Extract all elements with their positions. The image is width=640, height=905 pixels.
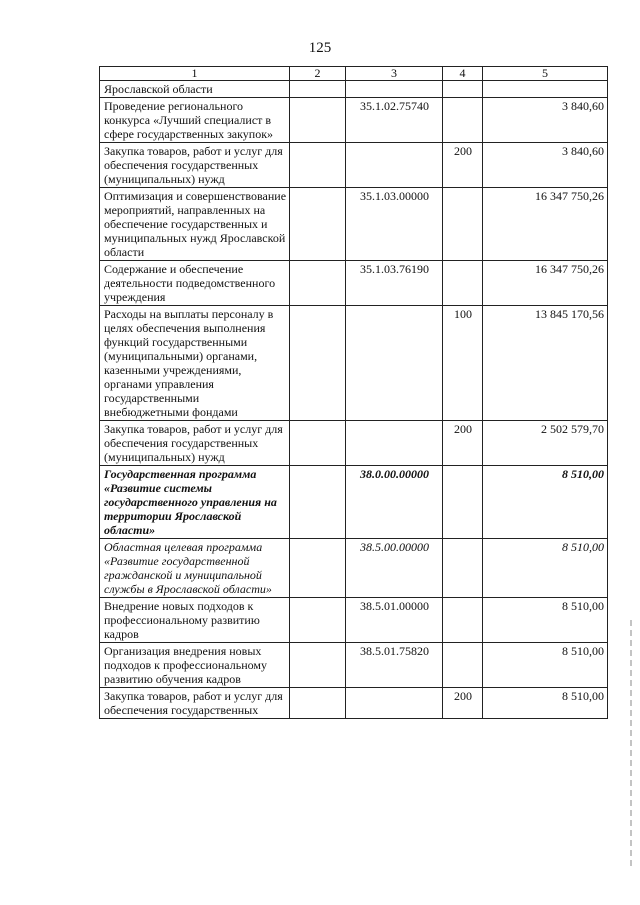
row-amount bbox=[483, 81, 608, 98]
row-description: Государственная программа «Развитие системы государственного управления на территории Ярославской области» bbox=[100, 466, 290, 539]
row-expense-type bbox=[443, 598, 483, 643]
row-col2 bbox=[290, 261, 346, 306]
row-amount: 16 347 750,26 bbox=[483, 188, 608, 261]
row-description: Закупка товаров, работ и услуг для обеспечения государственных bbox=[100, 688, 290, 719]
row-col2 bbox=[290, 421, 346, 466]
row-description: Ярославской области bbox=[100, 81, 290, 98]
row-amount: 8 510,00 bbox=[483, 688, 608, 719]
row-description: Оптимизация и совершенствование мероприятий, направленных на обеспечение государственных и муниципальных нужд Ярославской области bbox=[100, 188, 290, 261]
header-col-3: 3 bbox=[346, 67, 443, 81]
row-col2 bbox=[290, 598, 346, 643]
row-code: 38.0.00.00000 bbox=[346, 466, 443, 539]
row-col2 bbox=[290, 188, 346, 261]
header-col-5: 5 bbox=[483, 67, 608, 81]
row-description: Организация внедрения новых подходов к профессиональному развитию обучения кадров bbox=[100, 643, 290, 688]
table-header-row bbox=[100, 67, 608, 81]
page-number: 125 bbox=[308, 40, 332, 56]
row-code bbox=[346, 421, 443, 466]
table-row bbox=[100, 421, 608, 466]
row-code bbox=[346, 81, 443, 98]
row-amount: 3 840,60 bbox=[483, 143, 608, 188]
table-row bbox=[100, 81, 608, 98]
row-expense-type bbox=[443, 466, 483, 539]
header-col-2: 2 bbox=[290, 67, 346, 81]
row-expense-type: 200 bbox=[443, 688, 483, 719]
row-code: 38.5.01.75820 bbox=[346, 643, 443, 688]
row-code: 38.5.01.00000 bbox=[346, 598, 443, 643]
row-amount: 8 510,00 bbox=[483, 539, 608, 598]
row-code bbox=[346, 143, 443, 188]
row-code bbox=[346, 306, 443, 421]
scan-edge-mark bbox=[630, 620, 632, 870]
row-description: Внедрение новых подходов к профессиональному развитию кадров bbox=[100, 598, 290, 643]
row-amount: 8 510,00 bbox=[483, 598, 608, 643]
header-col-4: 4 bbox=[443, 67, 483, 81]
row-expense-type: 100 bbox=[443, 306, 483, 421]
row-code bbox=[346, 688, 443, 719]
table-row bbox=[100, 688, 608, 719]
row-col2 bbox=[290, 539, 346, 598]
row-expense-type bbox=[443, 643, 483, 688]
row-col2 bbox=[290, 143, 346, 188]
row-col2 bbox=[290, 306, 346, 421]
row-expense-type bbox=[443, 188, 483, 261]
table-row bbox=[100, 188, 608, 261]
row-expense-type bbox=[443, 539, 483, 598]
row-expense-type: 200 bbox=[443, 421, 483, 466]
row-col2 bbox=[290, 688, 346, 719]
row-col2 bbox=[290, 98, 346, 143]
row-expense-type bbox=[443, 98, 483, 143]
row-amount: 8 510,00 bbox=[483, 643, 608, 688]
row-code: 35.1.03.00000 bbox=[346, 188, 443, 261]
row-code: 38.5.00.00000 bbox=[346, 539, 443, 598]
row-amount: 13 845 170,56 bbox=[483, 306, 608, 421]
row-amount: 8 510,00 bbox=[483, 466, 608, 539]
row-description: Содержание и обеспечение деятельности подведомственного учреждения bbox=[100, 261, 290, 306]
row-description: Закупка товаров, работ и услуг для обеспечения государственных (муниципальных) нужд bbox=[100, 421, 290, 466]
table-row bbox=[100, 261, 608, 306]
row-col2 bbox=[290, 81, 346, 98]
row-description: Проведение регионального конкурса «Лучший специалист в сфере государственных закупок» bbox=[100, 98, 290, 143]
row-expense-type bbox=[443, 81, 483, 98]
row-code: 35.1.02.75740 bbox=[346, 98, 443, 143]
row-code: 35.1.03.76190 bbox=[346, 261, 443, 306]
table-row bbox=[100, 643, 608, 688]
table-row bbox=[100, 466, 608, 539]
table-row bbox=[100, 539, 608, 598]
table-body bbox=[100, 81, 608, 719]
table-row bbox=[100, 306, 608, 421]
row-amount: 2 502 579,70 bbox=[483, 421, 608, 466]
table-row bbox=[100, 143, 608, 188]
row-col2 bbox=[290, 466, 346, 539]
budget-table bbox=[99, 66, 608, 719]
header-col-1: 1 bbox=[100, 67, 290, 81]
row-description: Расходы на выплаты персоналу в целях обеспечения выполнения функций государственными (муниципальными) органами, казенными учреждениями, органами управления государственными внебюджетными фондами bbox=[100, 306, 290, 421]
table-row bbox=[100, 98, 608, 143]
table-row bbox=[100, 598, 608, 643]
row-amount: 3 840,60 bbox=[483, 98, 608, 143]
row-description: Областная целевая программа «Развитие государственной гражданской и муниципальной службы в Ярославской области» bbox=[100, 539, 290, 598]
row-expense-type bbox=[443, 261, 483, 306]
row-amount: 16 347 750,26 bbox=[483, 261, 608, 306]
row-description: Закупка товаров, работ и услуг для обеспечения государственных (муниципальных) нужд bbox=[100, 143, 290, 188]
row-col2 bbox=[290, 643, 346, 688]
row-expense-type: 200 bbox=[443, 143, 483, 188]
